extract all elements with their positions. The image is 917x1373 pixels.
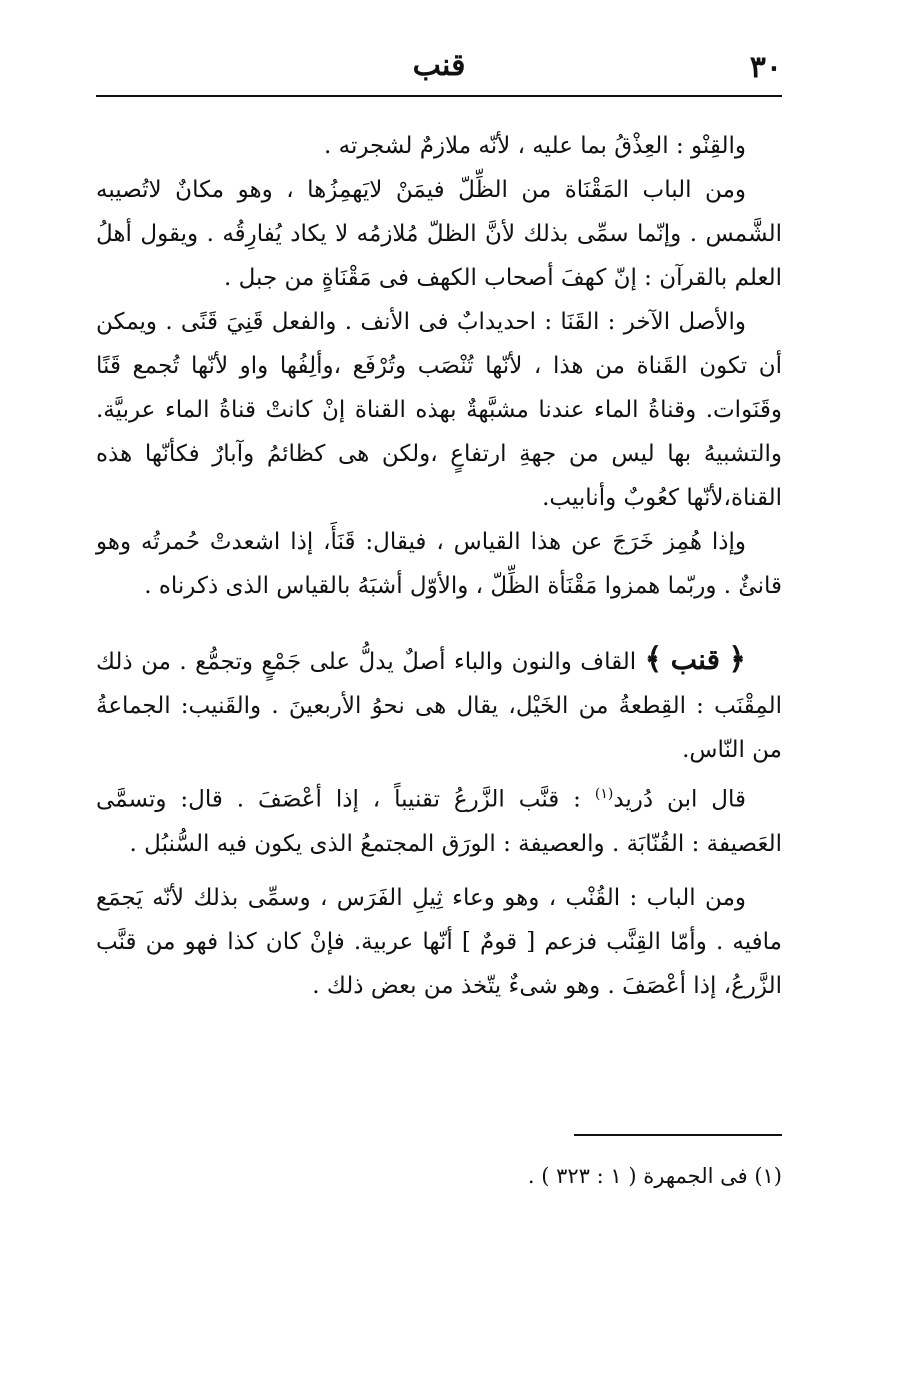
entry-text: القاف والنون والباء أصلٌ يدلُّ على جَمْعٍ وتجمُّع . من ذلك المِقْنَب : القِطعةُ من الخَيْل، يقال هى نحوُ الأربعينَ . والقَنيب: الجماعةُ من النّاس. [96,649,782,763]
paragraph: ومن الباب المَقْنَاة من الظِّلّ فيمَنْ لايَهمِزُها ، وهو مكانٌ لاتُصيبه الشَّمس . وإنّما سمِّى بذلك لأنَّ الظلّ مُلازمُه لا يكاد يُفارِقُه . ويقول أهلُ العلم بالقرآن : إنّ كهفَ أصحاب الكهف فى مَقْنَاةٍ من جبل . [96,177,782,291]
entry-paragraph [96,638,782,772]
paragraph: ومن الباب : القُنْب ، وهو وعاء ثِيلِ الفَرَس ، وسمِّى بذلك لأنّه يَجمَع مافيه . وأمّا القِنَّب فزعم [ قومٌ ] أنّها عربية. فإنْ كان كذا فهو من قنَّب الزَّرعُ، إذا أعْصَفَ . وهو شىءٌ يتّخذ من بعض ذلك . [96,884,782,999]
paragraph: وإذا هُمِز خَرَجَ عن هذا القياس ، فيقال: قَنَأَ، إذا اشعدتْ حُمرتُه وهو قانئٌ . وربّما همزوا مَقْنَأة الظِّلّ ، والأوّل أشبَهُ بالقياس الذى ذكرناه . [96,529,782,599]
paragraph-rest: : قنَّب الزَّرعُ تقنيباً ، إذا أعْصَفَ . قال: وتسمَّى العَصيفة : القُنّابَة . والعصيفة : الورَق المجتمعُ الذى يكون فيه السُّنبُل . [96,786,782,857]
footnote: (١) فى الجمهرة ( ١ : ٣٢٣ ) . [527,1164,782,1188]
header-rule [96,95,782,97]
footnote-rule [574,1134,782,1136]
page-header [96,48,782,92]
entry-close-bracket: ﴾ [644,642,663,677]
footnote-marker[interactable]: (١) [594,786,614,802]
running-title: قنب [412,48,466,83]
entry-open-bracket: ﴿ [728,642,746,677]
paragraph-lead: قال ابن دُريد [613,786,746,813]
entry-headword: قنب [670,643,720,676]
paragraph: والقِنْو : العِذْقُ بما عليه ، لأنّه ملازمٌ لشجرته . [323,133,746,159]
body-text [96,124,782,1008]
page-number: ٣٠ [749,50,782,85]
paragraph-with-footnote [96,772,782,866]
paragraph: والأصل الآخر : القَنَا : احديدابٌ فى الأنف . والفعل قَنِيَ قَنًى . ويمكن أن تكون القَناة من هذا ، لأنّها تُنْصَب وتُرْفَع ،وألِفُها واو لأنّها تُجمع قَنًا وقَنَوات. وقناةُ الماء عندنا مشبَّهةٌ بهذه القناة إنْ كانتْ قناةُ الماء عربيَّة. والتشبيهُ بها ليس من جهةِ ارتفاعٍ ،ولكن هى كظائمُ وآبارٌ فكأنّها هذه القناة،لأنّها كعُوبٌ وأنابيب. [96,309,782,511]
